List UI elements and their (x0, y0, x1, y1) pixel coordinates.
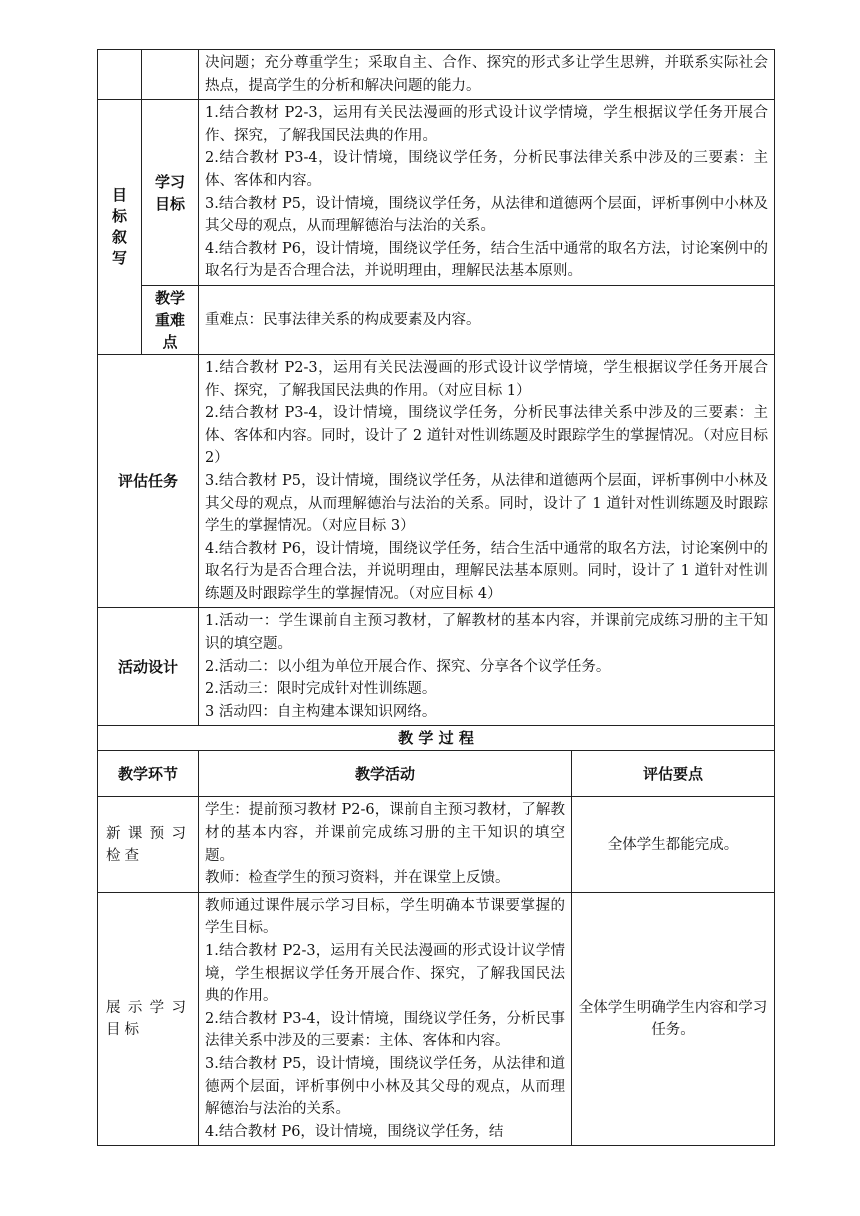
assessment-item: 4.结合教材 P6，设计情境，围绕议学任务，结合生活中通常的取名方法，讨论案例中的取名行为是否合理合法，并说明理由，理解民法基本原则。同时，设计了 1 道针对性训练题及时跟踪学生的掌握情况。（对应目标 4） (205, 540, 768, 602)
process-table (97, 725, 775, 1146)
key-points-text: 重难点：民事法律关系的构成要素及内容。 (205, 311, 481, 328)
activities-label: 活动设计 (98, 608, 199, 726)
process-title: 教 学 过 程 (98, 726, 775, 751)
assessment-item: 3.结合教材 P5，设计情境，围绕议学任务，从法律和道德两个层面，评析事例中小林及其父母的观点，从而理解德治与法治的关系。同时，设计了 1 道针对性训练题及时跟踪学生的掌握情况。（对应目标 3） (205, 472, 768, 535)
key-points-label: 教学重难点 (142, 285, 199, 354)
stage-label: 展示学习目标 (98, 892, 199, 1146)
assessment-item: 1.结合教材 P2-3，运用有关民法漫画的形式设计议学情境，学生根据议学任务开展合作、探究，了解我国民法典的作用。（对应目标 1） (205, 359, 768, 399)
stage-activity: 教师通过课件展示学习目标，学生明确本节课要掌握的学生目标。 1.结合教材 P2-3，运用有关民法漫画的形式设计议学情境，学生根据议学任务开展合作、探究，了解我国民法典的作用。 2.结合教材 P3-4，设计情境，围绕议学任务，分析民事法律关系中涉及的三要素：主体、客体和内容。 3.结合教材 P5，设计情境，围绕议学任务，从法律和道德两个层面，评析事例中小林及其父母的观点，从而理解德治与法治的关系。 4.结合教材 P6，设计情境，围绕议学任务，结 (199, 892, 572, 1146)
activity-item: 3 活动四：自主构建本课知识网络。 (205, 703, 437, 720)
activities-list (199, 608, 775, 726)
header-assessment-point: 评估要点 (572, 751, 775, 797)
lesson-plan-page (97, 49, 774, 1146)
header-stage: 教学环节 (98, 751, 199, 797)
goals-section-label: 目标叙写 (98, 100, 142, 355)
header-activity: 教学活动 (199, 751, 572, 797)
activity-item: 2.活动三：限时完成针对性训练题。 (205, 681, 437, 698)
stage-assessment-point: 全体学生都能完成。 (572, 797, 775, 892)
activity-item: 2.活动二：以小组为单位开展合作、探究、分享各个议学任务。 (205, 658, 611, 675)
stage-activity: 学生：提前预习教材 P2-6，课前自主预习教材，了解教材的基本内容，并课前完成练习册的主干知识的填空题。 教师：检查学生的预习资料，并在课堂上反馈。 (199, 797, 572, 892)
assessment-item: 2.结合教材 P3-4，设计情境，围绕议学任务，分析民事法律关系中涉及的三要素：主体、客体和内容。同时，设计了 2 道针对性训练题及时跟踪学生的掌握情况。（对应目标 2） (205, 405, 768, 467)
activity-item: 1.活动一：学生课前自主预习教材，了解教材的基本内容，并课前完成练习册的主干知识的填空题。 (205, 613, 768, 653)
stage-assessment-point: 全体学生明确学生内容和学习任务。 (572, 892, 775, 1146)
learning-goals-list (199, 100, 775, 286)
learning-goal-item: 4.结合教材 P6，设计情境，围绕议学任务，结合生活中通常的取名方法，讨论案例中的取名行为是否合理合法，并说明理由，理解民法基本原则。 (205, 240, 768, 280)
stage-label: 新课预习检查 (98, 797, 199, 892)
key-points-row (98, 285, 775, 354)
process-header-row (98, 751, 775, 797)
activities-row (98, 608, 775, 726)
assessment-list (199, 354, 775, 608)
process-row-goals (98, 892, 775, 1146)
process-row-preview (98, 797, 775, 892)
intro-text: 决问题；充分尊重学生；采取自主、合作、探究的形式多让学生思辨，并联系实际社会热点，提高学生的分析和解决问题的能力。 (205, 55, 768, 94)
learning-goal-item: 3.结合教材 P5，设计情境，围绕议学任务，从法律和道德两个层面，评析事例中小林及其父母的观点，从而理解德治与法治的关系。 (205, 195, 768, 235)
process-title-row (98, 726, 775, 751)
learning-goal-item: 2.结合教材 P3-4，设计情境，围绕议学任务，分析民事法律关系中涉及的三要素：主体、客体和内容。 (205, 150, 768, 189)
learning-goal-item: 1.结合教材 P2-3，运用有关民法漫画的形式设计议学情境，学生根据议学任务开展合作、探究，了解我国民法典的作用。 (205, 105, 768, 144)
assessment-row (98, 354, 775, 608)
design-table (97, 49, 775, 726)
learning-goals-row (98, 100, 775, 286)
intro-row (98, 50, 775, 100)
learning-goals-label: 学习目标 (142, 100, 199, 286)
assessment-label: 评估任务 (98, 354, 199, 608)
